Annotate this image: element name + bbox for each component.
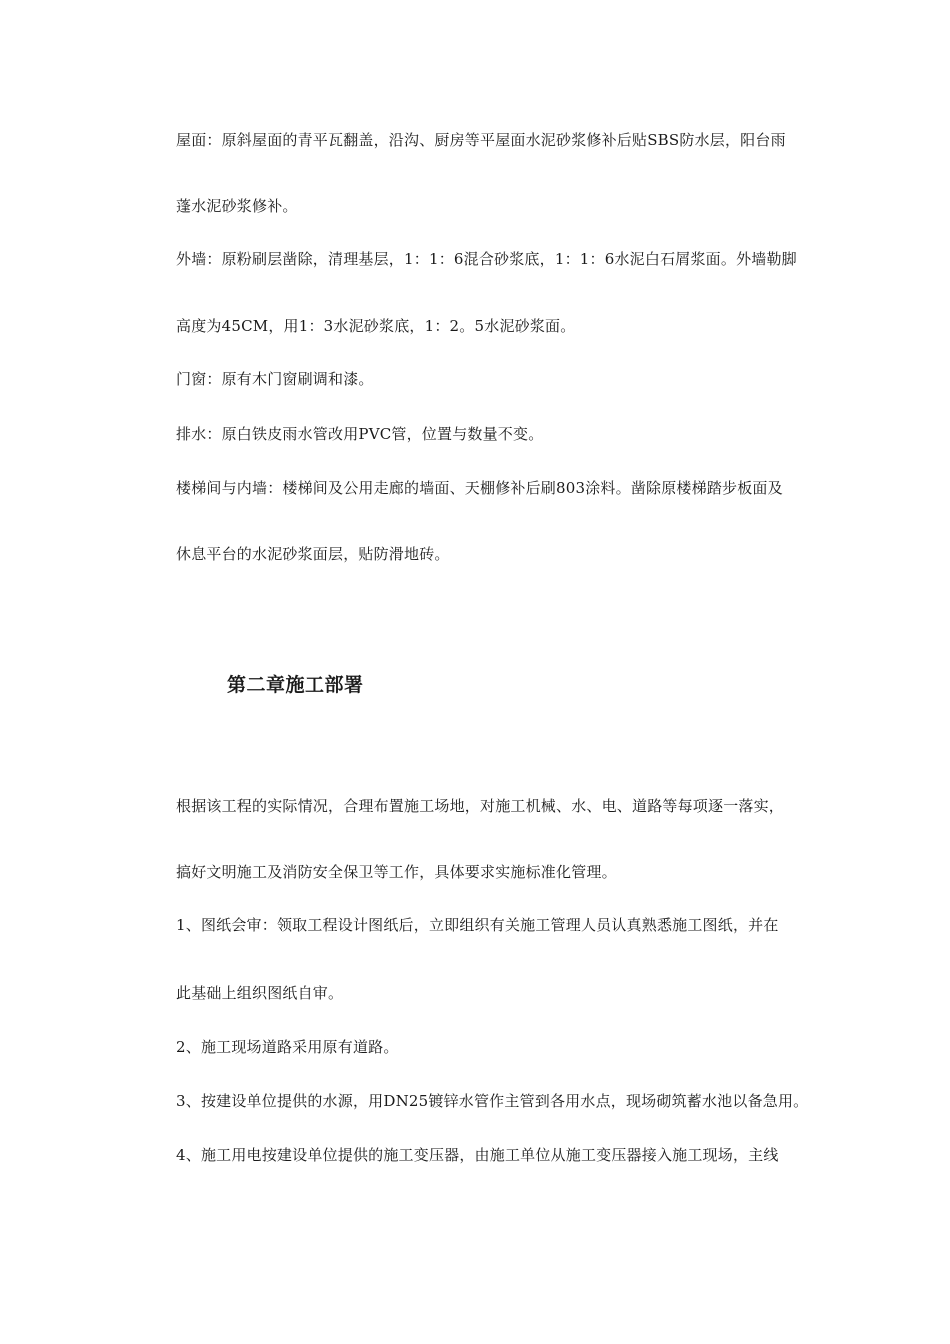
paragraph-stairwell-line-2: 休息平台的水泥砂浆面层，贴防滑地砖。 xyxy=(176,545,450,563)
paragraph-doors-windows: 门窗：原有木门窗刷调和漆。 xyxy=(176,370,374,388)
paragraph-drainage: 排水：原白铁皮雨水管改用PVC管，位置与数量不变。 xyxy=(176,425,544,443)
paragraph-intro-line-2: 搞好文明施工及消防安全保卫等工作，具体要求实施标准化管理。 xyxy=(176,863,617,881)
paragraph-intro-line-1: 根据该工程的实际情况，合理布置施工场地，对施工机械、水、电、道路等每项逐一落实， xyxy=(176,797,785,815)
paragraph-exterior-wall-line-2: 高度为45CM，用1：3水泥砂浆底，1：2。5水泥砂浆面。 xyxy=(176,317,576,335)
paragraph-stairwell-line-1: 楼梯间与内墙：楼梯间及公用走廊的墙面、天棚修补后刷803涂料。凿除原楼梯踏步板面及 xyxy=(176,479,783,497)
list-item-1-line-2: 此基础上组织图纸自审。 xyxy=(176,984,344,1002)
paragraph-roof-line-1: 屋面：原斜屋面的青平瓦翻盖，沿沟、厨房等平屋面水泥砂浆修补后贴SBS防水层，阳台雨 xyxy=(176,131,786,149)
list-item-1-line-1: 1、图纸会审：领取工程设计图纸后，立即组织有关施工管理人员认真熟悉施工图纸，并在 xyxy=(176,916,779,934)
list-item-3: 3、按建设单位提供的水源，用DN25镀锌水管作主管到各用水点，现场砌筑蓄水池以备急用。 xyxy=(176,1092,809,1110)
list-item-2: 2、施工现场道路采用原有道路。 xyxy=(176,1038,399,1056)
chapter-heading: 第二章施工部署 xyxy=(227,674,364,696)
paragraph-exterior-wall-line-1: 外墙：原粉刷层凿除，清理基层，1：1：6混合砂浆底，1：1：6水泥白石屑浆面。外墙勒脚 xyxy=(176,250,797,268)
paragraph-roof-line-2: 蓬水泥砂浆修补。 xyxy=(176,197,298,215)
list-item-4-line-1: 4、施工用电按建设单位提供的施工变压器，由施工单位从施工变压器接入施工现场，主线 xyxy=(176,1146,779,1164)
